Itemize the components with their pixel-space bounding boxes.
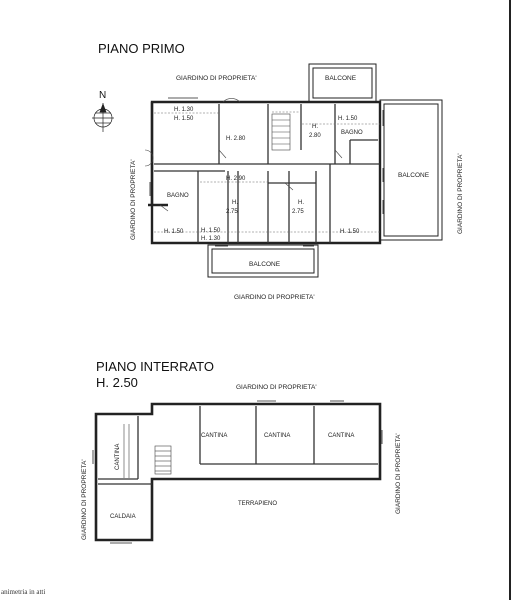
first-floor-garden-right: GIARDINO DI PROPRIETA' [457, 153, 464, 234]
height-label: H. 1.50 [174, 116, 194, 122]
balcony-top-label: BALCONE [325, 75, 357, 82]
balcony-right [380, 100, 442, 240]
basement-windows [93, 401, 382, 543]
first-floor-partitions [154, 104, 380, 243]
basement-height: H. 2.50 [96, 375, 138, 390]
height-label: 2.80 [309, 133, 321, 139]
compass-icon [92, 103, 114, 132]
earth-label: TERRAPIENO [238, 501, 278, 507]
height-label: 2.75 [226, 209, 238, 215]
footer-caption: animetria in atti [1, 588, 46, 596]
basement-stairs [124, 424, 171, 478]
basement-partitions [98, 406, 378, 484]
boiler-label: CALDAIA [110, 514, 136, 520]
first-floor-stairs [272, 114, 290, 150]
height-label: 2.75 [292, 209, 304, 215]
basement-title: PIANO INTERRATO [96, 359, 214, 374]
height-label: H. 1.30 [174, 107, 194, 113]
balcony-bottom-label: BALCONE [249, 261, 281, 268]
first-floor-garden-top: GIARDINO DI PROPRIETA' [176, 75, 257, 82]
first-floor-title: PIANO PRIMO [98, 41, 185, 56]
height-label: H. 1.50 [340, 229, 360, 235]
height-label: H. [312, 124, 318, 130]
compass-north-label: N [99, 90, 107, 101]
height-label: H. [298, 200, 304, 206]
first-floor-walls [148, 102, 380, 243]
first-floor-garden-left: GIARDINO DI PROPRIETA' [130, 159, 137, 240]
height-label: H. [232, 200, 238, 206]
first-floor-garden-bottom: GIARDINO DI PROPRIETA' [234, 294, 315, 301]
height-label: H. 1.50 [338, 116, 358, 122]
height-label: H. 2.90 [226, 176, 246, 182]
bath-left-label: BAGNO [167, 193, 189, 199]
height-label: H. 1.50 [201, 228, 221, 234]
basement-garden-right: GIARDINO DI PROPRIETA' [395, 433, 402, 514]
cellar-2-label: CANTINA [264, 433, 291, 439]
cellar-1-label: CANTINA [201, 433, 228, 439]
basement-garden-top: GIARDINO DI PROPRIETA' [236, 384, 317, 391]
balcony-right-label: BALCONE [398, 172, 430, 179]
cellar-3-label: CANTINA [328, 433, 355, 439]
height-label: H. 1.50 [164, 229, 184, 235]
balcony-top [309, 64, 376, 102]
basement-garden-left: GIARDINO DI PROPRIETA' [81, 459, 88, 540]
bath-right-label: BAGNO [341, 130, 363, 136]
cellar-4-label: CANTINA [115, 443, 121, 470]
height-label: H. 2.80 [226, 136, 246, 142]
height-label: H. 1.30 [201, 236, 221, 242]
